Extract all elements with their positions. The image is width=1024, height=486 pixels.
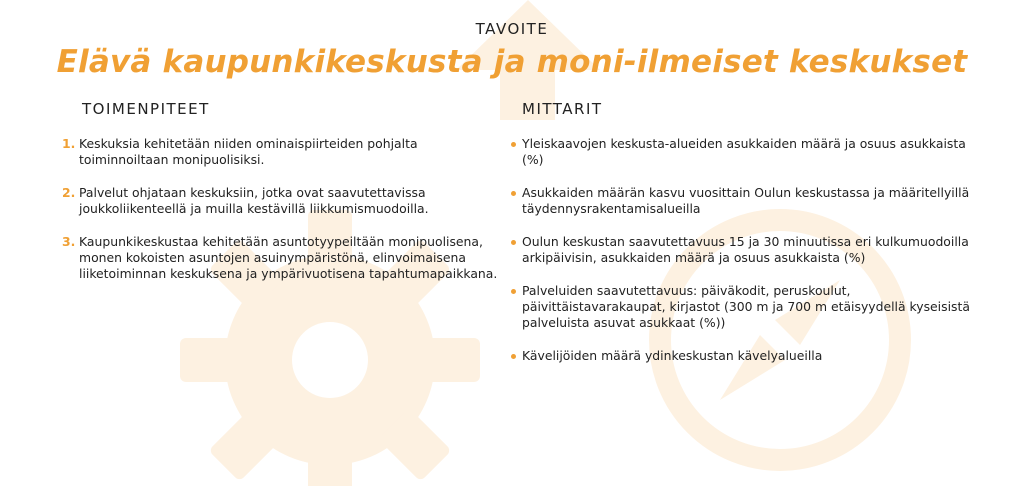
measure-item [62,234,502,282]
measure-text: Keskuksia kehitetään niiden ominaispiirteiden pohjalta toiminnoiltaan monipuolisiksi. [79,136,418,167]
measure-item [62,136,502,168]
measure-number: 1. [62,136,76,151]
page-title: Elävä kaupunkikeskusta ja moni-ilmeiset keskukset [56,44,968,80]
metric-text: Yleiskaavojen keskusta-alueiden asukkaiden määrä ja osuus asukkaista (%) [522,136,966,167]
goal-label: TAVOITE [475,20,549,38]
bullet-icon [511,191,516,196]
metric-text: Asukkaiden määrän kasvu vuosittain Oulun keskustassa ja määritellyillä täydennysrakentamisalueilla [522,185,970,216]
bullet-icon [511,289,516,294]
metric-item [510,348,990,364]
metric-text: Palveluiden saavutettavuus: päiväkodit, peruskoulut, päivittäistavarakaupat, kirjastot (300 m ja 700 m etäisyydellä kyseisistä palveluista asuvat asukkaat (%)) [522,283,970,330]
metric-item [510,234,990,266]
metrics-heading: MITTARIT [522,100,603,118]
metric-item [510,185,990,217]
measure-item [62,185,502,217]
metric-text: Kävelijöiden määrä ydinkeskustan kävelyalueilla [522,348,823,363]
metric-item [510,136,990,168]
bullet-icon [511,354,516,359]
metrics-list [510,136,990,381]
bullet-icon [511,240,516,245]
measure-text: Palvelut ohjataan keskuksiin, jotka ovat saavutettavissa joukkoliikenteellä ja muilla kestävillä liikkumismuodoilla. [79,185,429,216]
measures-heading: TOIMENPITEET [82,100,210,118]
metric-text: Oulun keskustan saavutettavuus 15 ja 30 minuutissa eri kulkumuodoilla arkipäivisin, asukkaiden määrä ja osuus asukkaista (%) [522,234,969,265]
bullet-icon [511,142,516,147]
measure-number: 3. [62,234,76,249]
measures-list [62,136,502,299]
measure-number: 2. [62,185,76,200]
metric-item [510,283,990,331]
measure-text: Kaupunkikeskustaa kehitetään asuntotyypeiltään monipuolisena, monen kokoisten asuntojen asuinympäristönä, elinvoimaisena liiketoiminnan keskuksena ja ympärivuotisena tapahtumapaikkana. [79,234,498,281]
